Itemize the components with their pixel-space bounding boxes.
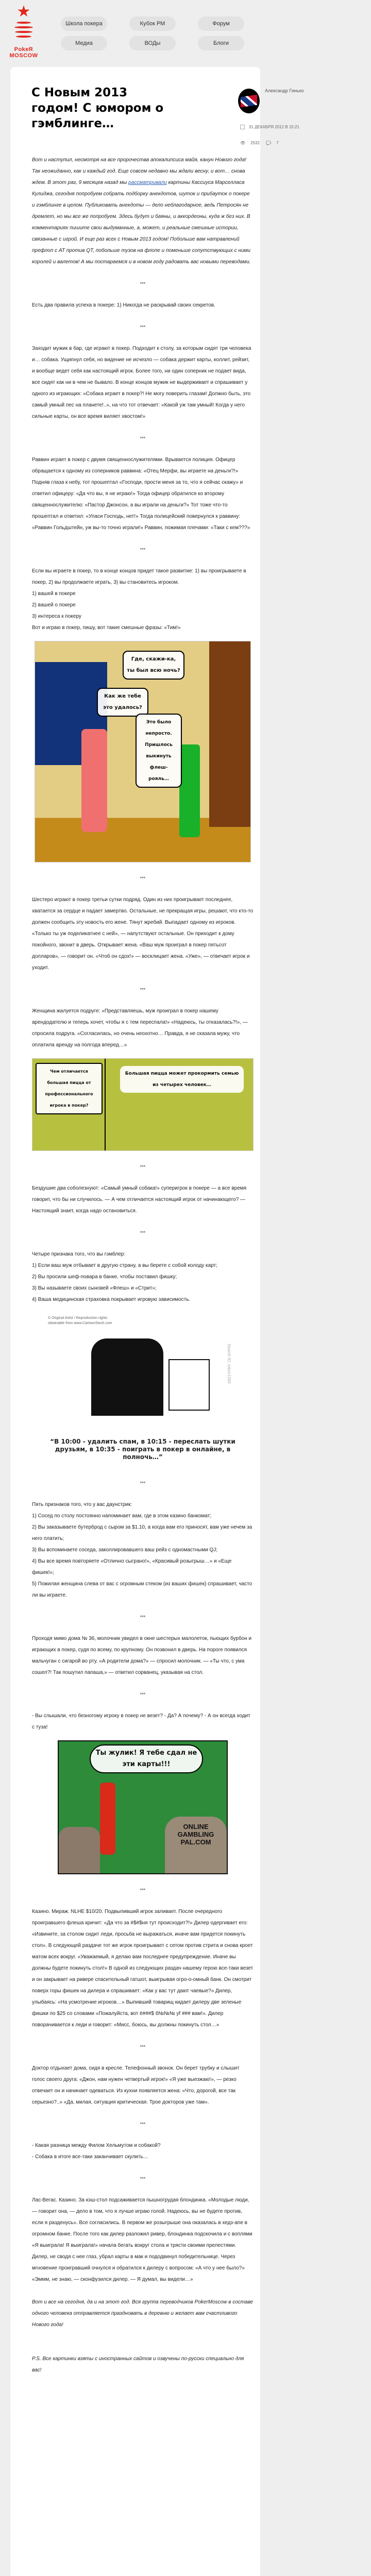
speech-bubble: Ты жулик! Я тебе сдал не эти карты!!! (90, 1744, 203, 1773)
nav-forum[interactable]: Форум (198, 16, 244, 31)
door-shape (209, 641, 250, 827)
post-date (240, 125, 299, 129)
separator: *** (140, 987, 146, 992)
logo-text-2: MOSCOW (9, 53, 38, 59)
comic-image-4 (58, 1740, 228, 1874)
intro-paragraph (32, 155, 254, 268)
logo-rings-icon (14, 22, 33, 44)
man-figure (179, 744, 200, 837)
comic-image-1 (35, 641, 251, 862)
list-item: 2) Вы заказываете бутерброд с сыром за $1.10, а когда вам его приносят, вам уже нечем за него платить; (32, 1524, 252, 1541)
separator: *** (140, 2122, 146, 2127)
intro-link[interactable]: рассматривали (128, 180, 167, 185)
separator: *** (140, 547, 146, 552)
separator: *** (140, 1692, 146, 1697)
comic-image-2 (32, 1058, 254, 1151)
joke: Пять признаков того, что у вас даунстрик: (32, 1502, 132, 1507)
speech-bubble: Как же тебе это удалось? (97, 688, 148, 717)
nav-media[interactable]: Медиа (61, 36, 107, 50)
speech-bubble: Где, скажи-ка, ты был всю ночь? (123, 651, 184, 680)
computer-shape (168, 1359, 210, 1411)
outro-paragraph: Вот и все на сегодня, да и на этот год. Вся группа переводчиков PokerMoscow в составе одного человека отправляется праздновать в деревню и желает вам счастливого Нового года! (32, 2299, 254, 2328)
logo-text-1: PokeR (14, 46, 33, 53)
cartoon-caption: “В 10:00 - удалить спам, в 10:15 - переслать шутки друзьям, в 10:35 - поиграть в покер в онлайне, в полночь…” (50, 1438, 235, 1461)
list-item: 3) Вы называете своих сыновей «Флеш» и «Стрит»; (32, 1285, 157, 1291)
comment-icon: 💬 (266, 141, 272, 145)
calendar-icon (240, 125, 245, 129)
list-item: 4) Ваша медицинская страховка покрывает игровую зависимость. (32, 1297, 191, 1302)
intro-text-1: Вот и наступил, несмотря на все пророчества апокалипсиса майя, канун Нового года! Так неожиданно, как и каждый год. Еще совсем недавно мы ждали весну, и вот… снова ждем. В этот раз, 9 месяцев назад мы (32, 157, 247, 185)
list-item: 4) Вы все время повторяете «Отлично сыграно!», «Красивый розыгрыш…» и «Еще фишек!»; (32, 1558, 232, 1575)
comic-image-3 (45, 1313, 241, 1467)
list-item: 1) Если ваш муж отбывает в другую страну, а вы берете с собой колоду карт; (32, 1263, 217, 1268)
intro-text-2: картины Кассиуса Марселласа Кулиджа, сегодня попробуем собрать подборку анекдотов, шуток и прибауток о покере и гэмблинге в целом. Публиковать анекдоты — дело неблагодарное, ведь Петросян не дремлет, но мы все же попробуем. Здесь будут и баяны, и аккордеоны, куда ж без них. В комментариях пишите свои выдуманные, а, может, и реальные смешные истории, связанные с игрой. И еще раз всех с Новым 2013 годом! Побольше вам натравлений префлоп с AT против QT, побольше тузов на флопе и поменьше сопутствующих с ними королей и валетов! А мы постараемся и в новом году радовать вас новыми переводами. (32, 180, 251, 265)
flag-icon (241, 95, 257, 107)
nav-blogs[interactable]: Блоги (198, 36, 244, 50)
separator: *** (140, 876, 146, 881)
list-item: 3) интереса к покеру (32, 614, 81, 619)
separator: *** (140, 325, 146, 330)
joke-answer: - Собака в итоге все-таки заканчивает скулить… (32, 2154, 148, 2160)
office-man-figure (91, 1338, 163, 1416)
joke-question: - Какая разница между Филом Хельмутом и собакой? (32, 2143, 161, 2148)
separator: *** (140, 1615, 146, 1620)
joke: Женщина жалуется подруге: «Представляешь, муж проиграл в покер нашему арендодателю и теперь хочет, чтобы я с тем переспала!» «Надеюсь, ты отказалась?!», — спросила подруга. «Согласилась, но очень неохотно… Правда, я не сказала мужу, что оплатила аренду на полгода вперед…» (32, 1008, 248, 1048)
avatar[interactable] (238, 89, 260, 113)
list-item: 1) вашей в покере (32, 591, 76, 597)
joke: Вот и играю в покер, пишу, вот такие смешные фразы: «Тим!» (32, 625, 181, 631)
list-item: 2) Вы просили шеф-повара в банке, чтобы поставил фишку; (32, 1274, 177, 1280)
joke: Заходит мужик в бар, где играют в покер. Подходит к столу, за которым сидят три человека и… собака. Ущипнул себя, но видение не исчезло — собака держит карты, коллит, рейзит, и вообще ведет себя как настоящий игрок. Более того, ни один соперник не подает вида, все сидят как ни в чем не бывало. В конце концов мужик не выдерживает и спрашивает у одного из играющих: «Собака играет в покер?! Не могу поверить глазам! Должно быть, это самый умный пес на планете!..», на что тот отвечает: «Какой уж там умный! Когда у него сильные карты, он все время виляет хвостом!» (32, 346, 251, 419)
post-stats (240, 141, 284, 145)
star-icon: ★ (16, 3, 31, 20)
joke: Есть два правила успеха в покере: 1) Никогда не раскрывай своих секретов. (32, 302, 215, 308)
separator: *** (140, 1164, 146, 1170)
site-logo-sign: ONLINE GAMBLING PAL.COM (165, 1817, 227, 1873)
joke: Если вы играете в покер, то в конце концов придет такое развитие: 1) вы проигрываете в покер, 2) вы продолжаете играть, 3) вы становитесь игроком. (32, 568, 246, 585)
joke: Четыре признака того, что вы гэмблер: (32, 1251, 126, 1257)
nav-poker-school[interactable]: Школа покера (61, 16, 107, 31)
woman-figure (81, 729, 107, 832)
separator: *** (140, 1230, 146, 1235)
date-text: 31 ДЕКАБРЯ 2012 В 15:21 (249, 125, 299, 129)
panel-divider (105, 1059, 106, 1150)
separator: *** (140, 2176, 146, 2181)
postscript: P.S. Все картинки взяты с иностранных сайтов и озвучены по-русски специально для вас! (32, 2356, 244, 2373)
joke: Шестеро играют в покер третьи сутки подряд. Один из них проигрывает последнее, хватается за сердце и падает замертво. Остальные, не прекращая игры, решают, что кто-то должен сообщить эту новость его жене. Тянут жребий. Выпадает одному из игроков. «Только ты уж поделикатнее с ней», — напутствуют остальные. Он приходит к дому покойного, звонит в дверь. Открывает жена. «Ваш муж проиграл в покер пятьсот долларов», — говорит он. «Чтоб он сдох!» — восклицает жена. «Уже», — отвечает игрок и уходит. (32, 897, 254, 971)
list-item: 2) вашей о покере (32, 602, 76, 608)
nav-vods[interactable]: ВОДы (129, 36, 176, 50)
speech-bubble: Это было непросто. Пришлось выкинуть флеш-рояль… (136, 714, 182, 788)
separator: *** (140, 436, 146, 441)
list-item: 5) Пожилая женщина слева от вас с огромным стеком (из ваших фишек) спрашивает, часто ли вы играете. (32, 1581, 252, 1598)
page-title: С Новым 2013 годом! С юмором о гэмблинге… (31, 86, 164, 130)
image-credit: © Original Artist / Reproduction rights obtainable from www.CartoonStock.com (48, 1316, 112, 1325)
separator: *** (140, 2044, 146, 2049)
eye-icon: 👁 (240, 141, 246, 145)
views-count: 2532 (250, 141, 260, 145)
article-body (32, 155, 254, 2376)
image-id: Search ID: mbcn1393 (227, 1344, 231, 1384)
separator: *** (140, 281, 146, 286)
joke: Доктор отдыхает дома, сидя в кресле. Телефонный звонок. Он берет трубку и слышит голос своего друга: «Джон, нам нужен четвертый игрок!» «Я уже выезжаю!», — резко отвечает он и начинает одеваться. Из кухни появляется жена: «Что, дорогой, все так серьезно?..» «Да, милая, ситуация критическая. Трое докторов уже там». (32, 2065, 240, 2105)
separator: *** (140, 1481, 146, 1486)
nav-cup[interactable]: Кубок РМ (129, 16, 176, 31)
joke: Лас-Вегас. Казино. За кэш-стол подсаживается пышногрудая блондинка. «Молодые люди, — говорит она, — дело в том, что я лучше играю голой. Надеюсь, вы не будете против, если я разденусь». Все согласились. В первом же розыгрыше она оказалась в хедз-апе в огромном банке. После того как дилер разложил ривер, блондинка подскочила и с воплями «Я выиграла! Я выиграла!» начала бегать вокруг стола и трясти своими прелестями. Дилер, не сводя с нее глаз, убрал карты в мак и пододвинул победительнице. Через мгновение проигравший очнулся и обратился к дилеру с вопросом: «А что у нее было?» «Эммм, не знаю, — сконфузился дилер. — Я думал, вы видели…» (32, 2197, 252, 2282)
joke: Бездушие два соболезнуют: «Самый умный собака!» суперигрок в покере — а все время говорит, что бы ни случилось. — А чем отличается настоящий игрок от начинающего? — Настоящий знает, когда надо остановиться. (32, 1185, 247, 1214)
speech-bubble: Чем отличается большая пицца от профессионального игрока в покер? (36, 1063, 103, 1114)
speech-bubble: Большая пицца может прокормить семью из четырех человек… (120, 1066, 244, 1093)
chair-shape (59, 1827, 100, 1873)
joke: - Вы слышали, что безногому игроку в покер не везет? - Да? А почему? - А он всегда ходит с туза! (32, 1713, 250, 1730)
joke: Казино. Мираж. NLHE $10/20. Подвыпивший игрок заливает. После очередного проигравшего флеша кричит: «Да что за #$#$ня тут происходит?!» Дилер одергивает его: «Извините, за столом сидит леди, просьба не выражаться, иначе вам придется покинуть стол». В следующей раздаче тот же игрок проигрывает с сетом против стрита и снова кроет матом всех вокруг. «Уважаемый, я делаю вам последнее предупреждение. Иначе вы должны будете покинуть стол!» В одной из следующих раздач нашему герою все-таки везет и он закрывает на ривере спасительный гатшот, выигрывая огро-о-омный банк. Он смотрит поверх горы фишек на дилера и спрашивает: «Как у вас тут дают чаевые?» Дилер, улыбаясь: «На усмотрение игроков…» Выпивший товарищ кидает дилеру две зеленые фишки по $25 со словами «Пожалуйста, вот ё###$ б№№№ yf ### вам!». Дилер поворачивается к леди и говорит: «Мисс, боюсь, вы должны покинуть стол…» (32, 1909, 254, 2028)
site-logo[interactable] (8, 4, 39, 62)
author-name[interactable]: Александр Гинько (265, 88, 304, 93)
player-figure (100, 1783, 115, 1855)
joke: Раввин играет в покер с двумя священнослужителями. Врывается полиция. Офицер обращается к одному из соперников раввина: «Отец Мерфи, вы играете на деньги?!» Подняв глаза к небу, тот прошептал «Господи, прости меня за то, что я сейчас скажу» и ответил офицеру: «Да что вы, я не играю!» Тогда офицер обратился ко второму священнослужителю: «Пастор Джонсон, а вы играли на деньги?» Тот тоже что-то прошептал и ответил: «Упаси Господь, нет!» Тогда полицейский повернулся к раввину: «Раввин Гольдштейн, уж вы-то точно играли!» Раввин, пожимая плечами: «Таки с кем???» (32, 457, 250, 531)
list-item: 3) Вы вспоминаете соседа, заколлировавшего ваш рейз с одномастными QJ; (32, 1547, 218, 1553)
comments-count[interactable]: 7 (276, 141, 279, 145)
list-item: 1) Сосед по столу постоянно напоминает вам, где в этом казино банкомат; (32, 1513, 212, 1519)
main-nav (61, 16, 246, 50)
separator: *** (140, 1888, 146, 1893)
joke: Проходя мимо дома № 36, молочник увидел в окне шестерых малолеток, пьющих бурбон и играющих в покер, судя по всему, по крупному. Он позвонил в дверь. На пороге появился мальчуган с сигарой во рту. «А родители дома?» — спросил молочник. — «Ты что, с ума сошел?! Так пошутил папаша,» — ответил сорванец, указывая на стол. (32, 1636, 252, 1675)
